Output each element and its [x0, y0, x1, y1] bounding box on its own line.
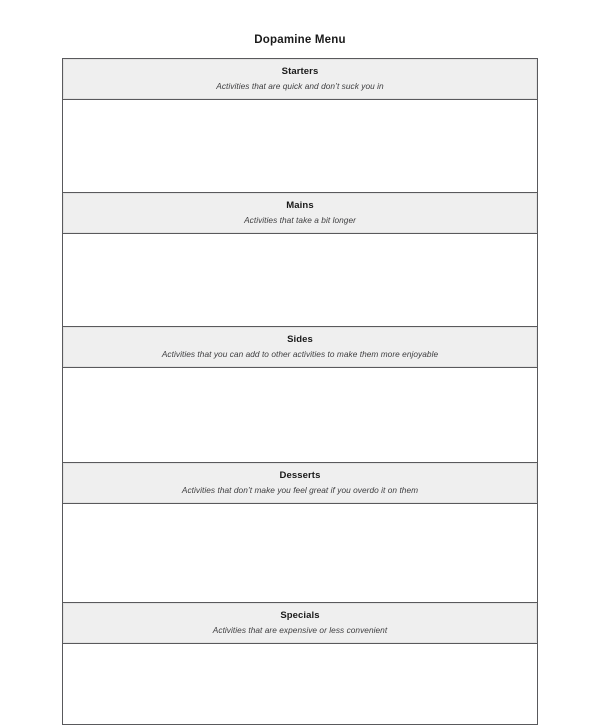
section-title-starters: Starters [281, 66, 319, 77]
section-header-mains [63, 193, 538, 234]
section-entries-text-starters [63, 100, 537, 192]
section-header-sides [63, 327, 538, 368]
table-row-body-mains [63, 234, 538, 327]
section-entries-sides[interactable] [63, 368, 538, 463]
table-row-body-specials [63, 644, 538, 725]
section-entries-text-sides [63, 368, 537, 462]
section-entries-text-specials [63, 644, 537, 724]
section-title-mains: Mains [286, 200, 314, 211]
section-entries-text-mains [63, 234, 537, 326]
table-row-body-starters [63, 100, 538, 193]
section-description-specials: Activities that are expensive or less convenient [212, 625, 388, 635]
page-title: Dopamine Menu [254, 34, 346, 46]
table-row-body-desserts [63, 504, 538, 603]
section-entries-desserts[interactable] [63, 504, 538, 603]
section-entries-starters[interactable] [63, 100, 538, 193]
section-header-desserts [63, 463, 538, 504]
table-row-header-mains [63, 193, 538, 234]
table-row-body-sides [63, 368, 538, 463]
section-entries-text-desserts [63, 504, 537, 602]
section-description-starters: Activities that are quick and don’t suck you in [216, 81, 384, 91]
table-row-header-starters [63, 59, 538, 100]
section-title-sides: Sides [287, 334, 313, 345]
table-row-header-desserts [63, 463, 538, 504]
section-description-mains: Activities that take a bit longer [244, 215, 356, 225]
section-description-desserts: Activities that don’t make you feel great if you overdo it on them [181, 485, 419, 495]
section-entries-mains[interactable] [63, 234, 538, 327]
section-header-specials [63, 603, 538, 644]
table-row-header-specials [63, 603, 538, 644]
section-header-starters [63, 59, 538, 100]
section-entries-specials[interactable] [63, 644, 538, 725]
menu-table [62, 58, 538, 725]
section-title-specials: Specials [280, 610, 320, 621]
section-title-desserts: Desserts [279, 470, 321, 481]
table-row-header-sides [63, 327, 538, 368]
section-description-sides: Activities that you can add to other activities to make them more enjoyable [161, 349, 439, 359]
